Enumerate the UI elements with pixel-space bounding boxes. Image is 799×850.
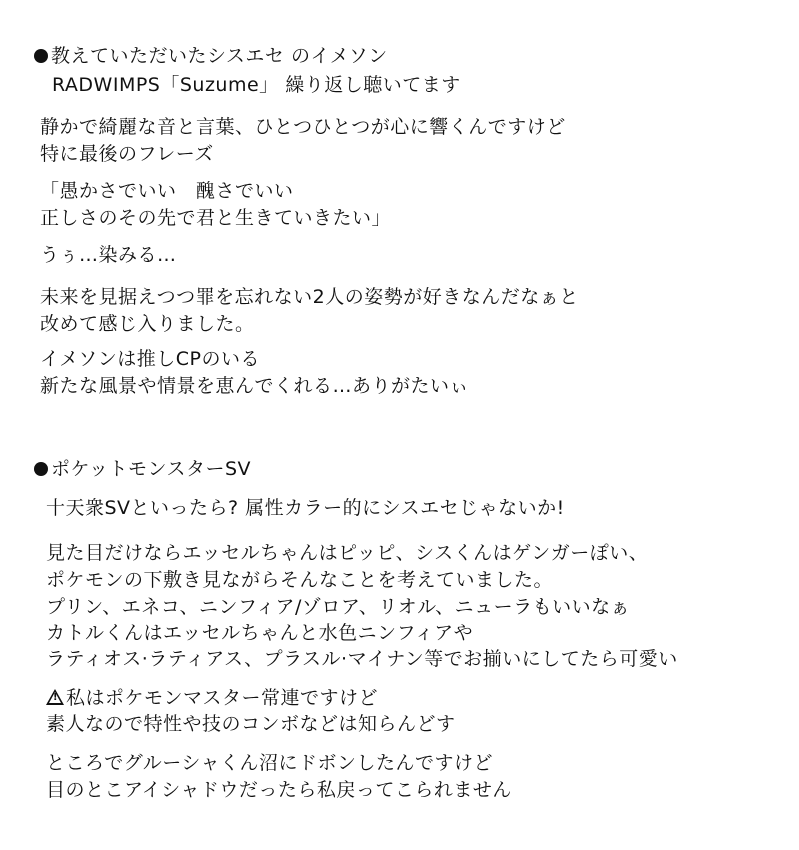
paragraph-line: プリン、エネコ、ニンフィア/ゾロア、リオル、ニューラもいいなぁ	[46, 596, 631, 618]
paragraph-line: 十天衆SVといったら? 属性カラー的にシスエセじゃないか!	[46, 497, 565, 519]
paragraph-line: 改めて感じ入りました。	[40, 313, 255, 335]
paragraph-line: 静かで綺麗な音と言葉、ひとつひとつが心に響くんですけど	[40, 116, 566, 138]
section-heading-pokemon	[34, 457, 251, 481]
paragraph-line: ポケモンの下敷き見ながらそんなことを考えていました。	[46, 569, 554, 591]
paragraph-line: 目のとこアイシャドウだったら私戻ってこられません	[46, 779, 512, 801]
warning-text: 私はポケモンマスター常連ですけど	[66, 687, 379, 709]
paragraph-line: 未来を見据えつつ罪を忘れない2人の姿勢が好きなんだなぁと	[40, 286, 579, 308]
quote-line: 正しさのその先で君と生きていきたい」	[40, 207, 392, 229]
paragraph-line: イメソンは推しCPのいる	[40, 348, 260, 370]
song-line: RADWIMPS「Suzume」 繰り返し聴いてます	[52, 74, 461, 96]
paragraph-line: ラティオス·ラティアス、プラスル·マイナン等でお揃いにしてたら可愛い	[46, 648, 678, 670]
paragraph-line: ところでグルーシャくん沼にドボンしたんですけど	[46, 752, 493, 774]
paragraph-line: 見た目だけならエッセルちゃんはピッピ、シスくんはゲンガーぽい、	[46, 542, 649, 564]
warning-line	[46, 686, 378, 710]
paragraph-line: 特に最後のフレーズ	[40, 143, 214, 165]
section-heading-imeson	[34, 44, 388, 68]
heading-text: 教えていただいたシスエセ のイメソン	[51, 45, 388, 67]
paragraph-line: カトルくんはエッセルちゃんと水色ニンフィアや	[46, 622, 474, 644]
warning-icon	[46, 689, 64, 705]
bullet-icon	[34, 49, 48, 63]
paragraph-line: うぅ…染みる…	[40, 244, 177, 266]
heading-text: ポケットモンスターSV	[51, 458, 252, 480]
bullet-icon	[34, 462, 48, 476]
paragraph-line: 素人なので特性や技のコンボなどは知らんどす	[46, 713, 456, 735]
paragraph-line: 新たな風景や情景を恵んでくれる…ありがたいぃ	[40, 375, 470, 397]
quote-line: 「愚かさでいい 醜さでいい	[40, 180, 294, 202]
